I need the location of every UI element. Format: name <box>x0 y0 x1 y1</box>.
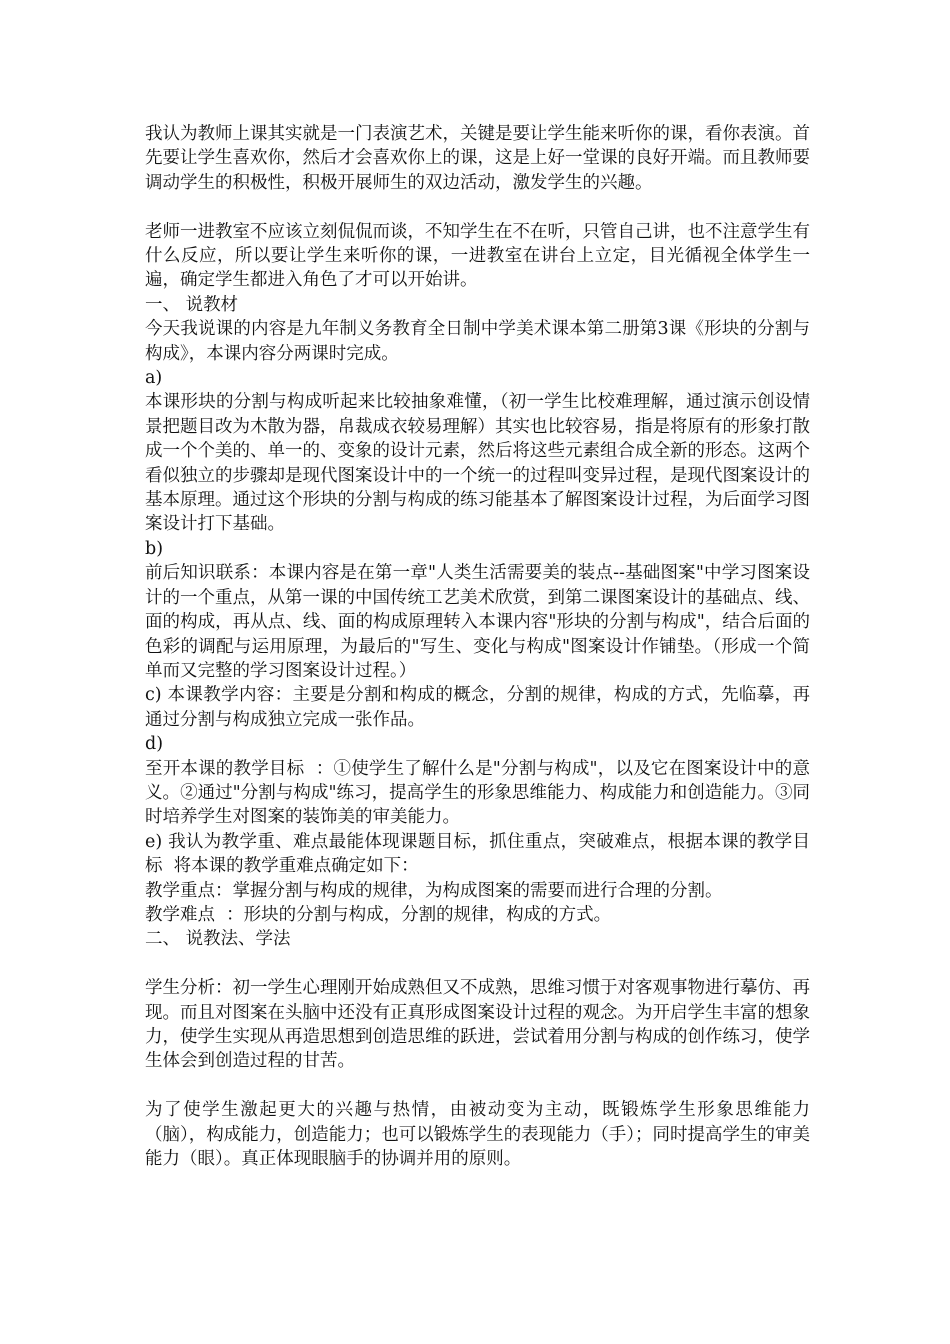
section-heading-textbook: 一、 说教材 <box>145 294 239 315</box>
paragraph-gap <box>145 1074 810 1098</box>
paragraph-gap <box>145 952 810 976</box>
item-label-a: a) <box>145 368 163 389</box>
item-label-d: d) <box>145 734 164 755</box>
item-c-paragraph: c) 本课教学内容：主要是分割和构成的概念，分割的规律，构成的方式，先临摹，再通过分割与构成独立完成一张作品。 <box>145 685 810 730</box>
item-b-paragraph: 前后知识联系：本课内容是在第一章"人类生活需要美的装点--基础图案"中学习图案设计的一个重点，从第一课的中国传统工艺美术欣赏，到第二课图案设计的基础点、线、面的构成，再从点、线、面的构成原理转入本课内容"形块的分割与构成"，结合后面的色彩的调配与运用原理，为最后的"写生、变化与构成"图案设计作铺垫。（形成一个简单而又完整的学习图案设计过程。） <box>145 563 810 681</box>
item-a-paragraph: 本课形块的分割与构成听起来比较抽象难懂，（初一学生比校难理解，通过演示创设情景把题目改为木散为器，帛裁成衣较易理解）其实也比较容易，指是将原有的形象打散成一个个美的、单一的、变象的设计元素，然后将这些元素组合成全新的形态。这两个看似独立的步骤却是现代图案设计中的一个统一的过程叫变异过程，是现代图案设计的基本原理。通过这个形块的分割与构成的练习能基本了解图案设计过程，为后面学习图案设计打下基础。 <box>145 392 810 535</box>
lesson-content-paragraph: 今天我说课的内容是九年制义务教育全日制中学美术课本第二册第3课《形块的分割与构成》，本课内容分两课时完成。 <box>145 319 810 364</box>
key-point-paragraph: 教学重点：掌握分割与构成的规律，为构成图案的需要而进行合理的分割。 <box>145 880 723 901</box>
difficult-point-paragraph: 教学难点 ：形块的分割与构成，分割的规律，构成的方式。 <box>145 904 612 925</box>
item-e-paragraph: e) 我认为教学重、难点最能体现课题目标，抓住重点，突破难点，根据本课的教学目标 将本课的教学重难点确定如下： <box>145 831 810 877</box>
item-d-paragraph: 至开本课的教学目标 ：①使学生了解什么是"分割与构成"，以及它在图案设计中的意义。②通过"分割与构成"练习，提高学生的形象思维能力、构成能力和创造能力。③同时培养学生对图案的装饰美的审美能力。 <box>145 758 810 828</box>
student-analysis-paragraph: 学生分析：初一学生心理刚开始成熟但又不成熟，思维习惯于对客观事物进行摹仿、再现。而且对图案在头脑中还没有正真形成图案设计过程的观念。为开启学生丰富的想象力，使学生实现从再造思想到创造思维的跃进，尝试着用分割与构成的创作练习，使学生体会到创造过程的甘苦。 <box>145 978 810 1072</box>
paragraph-gap <box>145 195 810 219</box>
motivation-paragraph: 为了使学生激起更大的兴趣与热情，由被动变为主动，既锻炼学生形象思维能力（脑），构成能力，创造能力；也可以锻炼学生的表现能力（手）；同时提高学生的审美能力（眼）。真正体现眼脑手的协调并用的原则。 <box>145 1100 810 1170</box>
document-page <box>145 122 810 1171</box>
section-heading-methods: 二、 说教法、学法 <box>145 929 291 950</box>
classroom-paragraph: 老师一进教室不应该立刻侃侃而谈，不知学生在不在听，只管自己讲，也不注意学生有什么反应，所以要让学生来听你的课，一进教室在讲台上立定，目光循视全体学生一遍，确定学生都进入角色了才可以开始讲。 <box>145 221 810 291</box>
intro-paragraph: 我认为教师上课其实就是一门表演艺术，关键是要让学生能来听你的课，看你表演。首先要让学生喜欢你，然后才会喜欢你上的课，这是上好一堂课的良好开端。而且教师要调动学生的积极性，积极开展师生的双边活动，激发学生的兴趣。 <box>145 124 810 193</box>
item-label-b: b) <box>145 538 164 559</box>
